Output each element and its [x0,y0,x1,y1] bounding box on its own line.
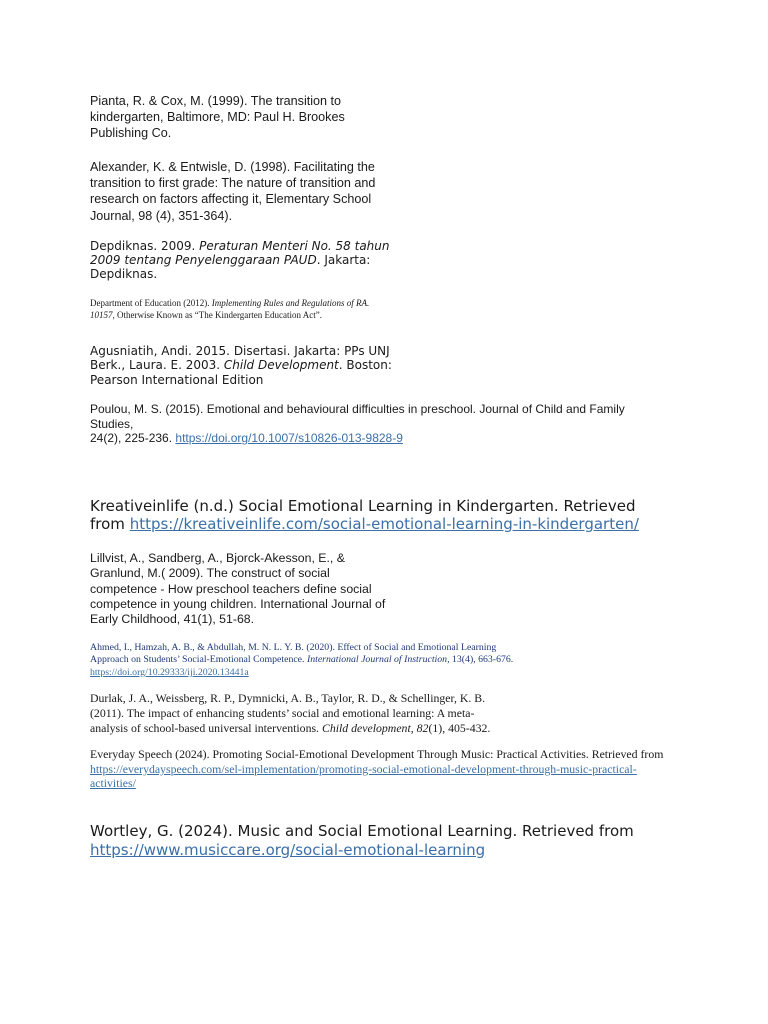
reference-depdiknas-prefix: Depdiknas. 2009. [90,239,200,253]
reference-durlak-journal: Child development [321,720,411,735]
reference-deped-suffix: , Otherwise Known as “The Kindergarten Education Act”. [112,310,323,320]
reference-department-of-education [90,297,380,321]
reference-ahmed-doi-link[interactable]: https://doi.org/10.29333/iji.2020.13441a [90,666,249,678]
reference-berk-title: Child Development [223,358,339,373]
reference-durlak-prefix: Durlak, J. A., Weissberg, R. P., Dymnicki, A. B., Taylor, R. D., & Schellinger, K. B. (2011). The impact of enhancing students’ social and emotional learning: A meta-analysis of school-based universal interventions. [90,691,486,735]
reference-alexander: Alexander, K. & Entwisle, D. (1998). Facilitating the transition to first grade: The nature of transition and research on factors affecting it, Elementary School Journal, 98 (4), 351-364). [90,160,376,223]
reference-deped-title: Implementing Rules and Regulations of RA. 10157 [90,298,370,320]
reference-berk-suffix: . Boston: Pearson International Edition [90,358,392,387]
reference-depdiknas [90,239,400,282]
reference-durlak-suffix: (1), 405-432. [428,720,491,735]
reference-everyday-link[interactable]: https://everydayspeech.com/sel-implementation/promoting-social-emotional-development-through-music-practical-activities/ [90,761,637,791]
reference-ahmed-journal: International Journal of Instruction [306,654,448,666]
reference-depdiknas-title: Peraturan Menteri No. 58 tahun 2009 tentang Penyelenggaraan PAUD [90,239,390,268]
reference-poulou-line2 [90,431,660,446]
reference-depdiknas-suffix: . Jakarta: Depdiknas. [90,253,371,282]
reference-everyday-speech [90,747,680,791]
reference-kreativeinlife-text: Kreativeinlife (n.d.) Social Emotional Learning in Kindergarten. Retrieved from [90,497,636,533]
reference-group-agusniatih-berk [90,344,410,387]
reference-ahmed [90,642,530,679]
reference-durlak [90,691,510,735]
reference-wortley-link[interactable]: https://www.musiccare.org/social-emotional-learning [90,841,486,859]
reference-lillvist: Lillvist, A., Sandberg, A., Bjorck-Akesson, E., & Granlund, M.( 2009). The construct of social competence - How preschool teachers define social competence in young children. International Journal of Early Childhood, 41(1), 51-68. [90,551,386,627]
reference-poulou-doi-link[interactable]: https://doi.org/10.1007/s10826-013-9828-9 [175,431,403,446]
reference-poulou [90,402,660,446]
reference-agusniatih: Agusniatih, Andi. 2015. Disertasi. Jakarta: PPs UNJ [90,344,390,358]
reference-durlak-volume: , 82 [410,720,429,735]
reference-wortley [90,822,670,860]
reference-everyday-text: Everyday Speech (2024). Promoting Social-Emotional Development Through Music: Practical Activities. Retrieved from [90,747,664,761]
reference-kreativeinlife-link[interactable]: https://kreativeinlife.com/social-emotional-learning-in-kindergarten/ [129,515,639,533]
reference-ahmed-prefix: Ahmed, I., Hamzah, A. B., & Abdullah, M. N. L. Y. B. (2020). Effect of Social and Emotional Learning Approach on Students’ Social-Emotional Competence. [90,642,497,666]
reference-pianta: Pianta, R. & Cox, M. (1999). The transition to kindergarten, Baltimore, MD: Paul H. Brookes Publishing Co. [90,94,345,141]
reference-poulou-volume: 24(2), 225-236. [90,431,176,446]
reference-poulou-text: Poulou, M. S. (2015). Emotional and behavioural difficulties in preschool. Journal of Child and Family Studies, [90,402,625,431]
reference-berk-prefix: Berk., Laura. E. 2003. [90,358,224,373]
reference-berk [90,358,410,387]
reference-deped-prefix: Department of Education (2012). [90,298,212,308]
reference-kreativeinlife [90,497,670,533]
reference-ahmed-suffix: , 13(4), 663-676. [447,654,514,666]
reference-wortley-text: Wortley, G. (2024). Music and Social Emotional Learning. Retrieved from [90,822,634,840]
